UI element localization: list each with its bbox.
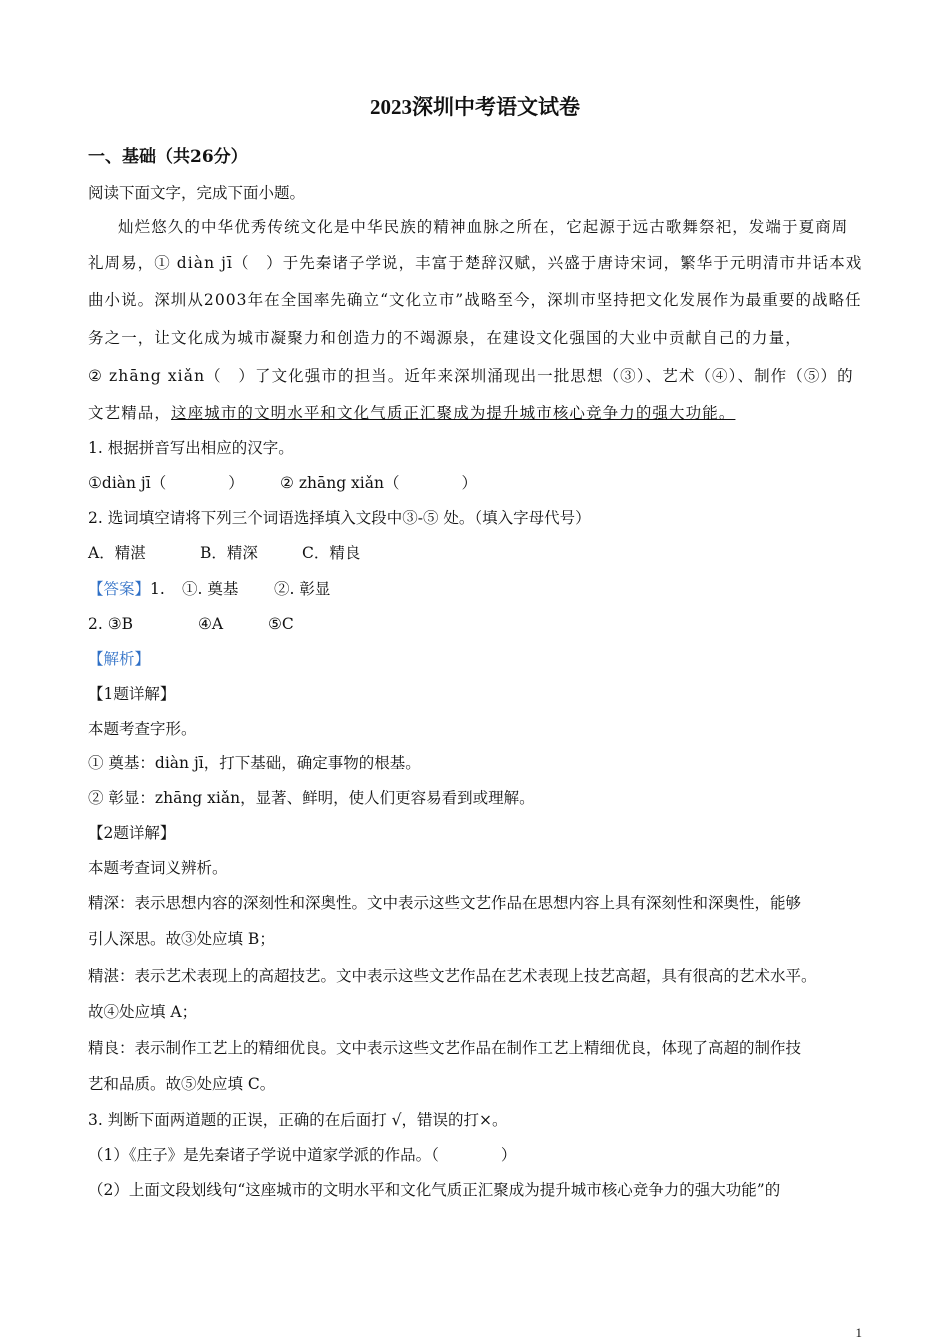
answer-line-2 (88, 614, 294, 634)
detail-2-line-1: 本题考查词义辨析。 (88, 859, 228, 877)
answer-2-prefix: 2. ③B (88, 615, 134, 633)
answer-2-c: ⑤C (268, 615, 294, 633)
detail-2-line-5: 故④处应填 A； (88, 1003, 198, 1021)
detail-2-line-7: 艺和品质。故⑤处应填 C。 (88, 1075, 276, 1093)
question-1-item-b: ② zhāng xiǎn（ ） (280, 474, 477, 492)
answer-line-1 (88, 579, 330, 599)
question-3-item-1: （1）《庄子》是先秦诸子学说中道家学派的作品。（ ） (88, 1146, 517, 1164)
question-1-item-a: ①diàn jī（ ） (88, 474, 244, 492)
passage-line-1: 灿烂悠久的中华优秀传统文化是中华民族的精神血脉之所在，它起源于远古歌舞祭祀，发端于夏商周 (118, 218, 849, 236)
option-c: C．精良 (302, 544, 361, 562)
underlined-sentence: 这座城市的文明水平和文化气质正汇聚成为提升城市核心竞争力的强大功能。 (171, 404, 736, 422)
question-1-items (88, 473, 477, 493)
question-2-options (88, 543, 360, 563)
detail-1-line-1: 本题考查字形。 (88, 720, 197, 738)
answer-1-a: ①. 奠基 (182, 580, 239, 598)
answer-1-prefix: 1. (150, 580, 165, 598)
detail-2-line-2: 精深：表示思想内容的深刻性和深奥性。文中表示这些文艺作品在思想内容上具有深刻性和深奥性，能够 (88, 894, 802, 912)
question-3-stem: 3. 判断下面两道题的正误，正确的在后面打 √，错误的打×。 (88, 1111, 508, 1129)
detail-2-line-3: 引人深思。故③处应填 B； (88, 930, 275, 948)
passage-line-6-start: 文艺精品， (88, 404, 172, 422)
section-heading: 一、基础（共26分） (88, 147, 248, 167)
answer-tag: 【答案】 (88, 580, 151, 598)
question-1-stem: 1. 根据拼音写出相应的汉字。 (88, 439, 294, 457)
page-number: 1 (855, 1325, 862, 1340)
answer-2-b: ④A (198, 615, 224, 633)
passage-line-4: 务之一，让文化成为城市凝聚力和创造力的不竭源泉，在建设文化强国的大业中贡献自己的力量， (88, 329, 802, 347)
detail-2-heading: 【2题详解】 (88, 824, 176, 842)
passage-line-6 (88, 403, 735, 423)
passage-line-5: ② zhāng xiǎn（ ）了文化强市的担当。近年来深圳涌现出一批思想（③）、艺术（④）、制作（⑤）的 (88, 367, 854, 385)
analysis-tag: 【解析】 (88, 650, 151, 668)
question-3-item-2: （2）上面文段划线句“这座城市的文明水平和文化气质正汇聚成为提升城市核心竞争力的强大功能”的 (88, 1181, 781, 1199)
answer-1-b: ②. 彰显 (274, 580, 331, 598)
reading-instruction: 阅读下面文字，完成下面小题。 (88, 184, 306, 202)
page-title: 2023深圳中考语文试卷 (370, 95, 580, 119)
passage-line-3: 曲小说。深圳从2003年在全国率先确立“文化立市”战略至今，深圳市坚持把文化发展作为最重要的战略任 (88, 291, 862, 309)
question-2-stem: 2. 选词填空请将下列三个词语选择填入文段中③-⑤ 处。（填入字母代号） (88, 509, 591, 527)
detail-2-line-4: 精湛：表示艺术表现上的高超技艺。文中表示这些文艺作品在艺术表现上技艺高超，具有很高的艺术水平。 (88, 967, 817, 985)
passage-line-2: 礼周易，① diàn jī（ ）于先秦诸子学说，丰富于楚辞汉赋，兴盛于唐诗宋词，繁华于元明清市井话本戏 (88, 254, 863, 272)
detail-1-heading: 【1题详解】 (88, 685, 176, 703)
detail-1-line-2: ① 奠基：diàn jī，打下基础，确定事物的根基。 (88, 754, 421, 772)
detail-2-line-6: 精良：表示制作工艺上的精细优良。文中表示这些文艺作品在制作工艺上精细优良，体现了高超的制作技 (88, 1039, 802, 1057)
option-a: A．精湛 (88, 544, 146, 562)
option-b: B．精深 (200, 544, 258, 562)
detail-1-line-3: ② 彰显：zhāng xiǎn，显著、鲜明，使人们更容易看到或理解。 (88, 789, 535, 807)
